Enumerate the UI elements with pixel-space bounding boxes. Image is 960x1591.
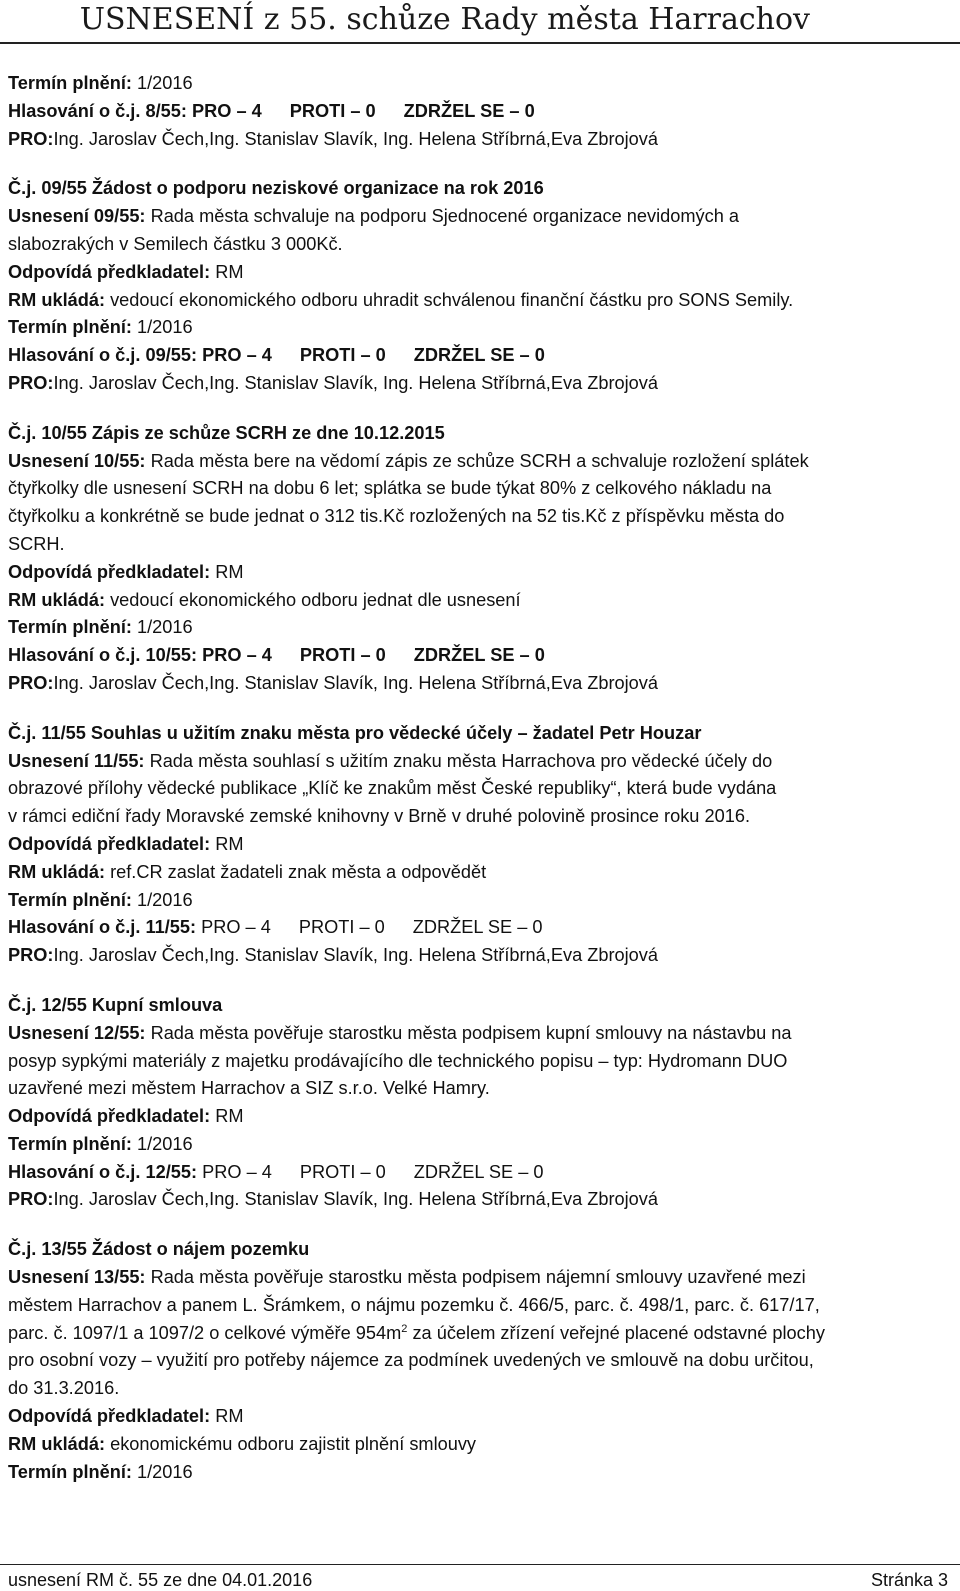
uklada-line: RM ukládá: ekonomickému odboru zajistit plnění smlouvy <box>8 1433 477 1454</box>
superscript: 2 <box>401 1322 408 1335</box>
pro-members-line: PRO:Ing. Jaroslav Čech,Ing. Stanislav Slavík, Ing. Helena Stříbrná,Eva Zbrojová <box>8 128 658 149</box>
vote-line: Hlasování o č.j. 8/55: PRO – 4 PROTI – 0 ZDRŽEL SE – 0 <box>8 100 535 121</box>
termin-line: Termín plnění: 1/2016 <box>8 73 193 93</box>
termin-line: Termín plnění: 1/2016 <box>8 1133 193 1154</box>
resolution-text: Usnesení 11/55: Rada města souhlasí s užitím znaku města Harrachova pro vědecké účely do <box>8 750 773 771</box>
predkladatel-line: Odpovídá předkladatel: RM <box>8 1406 244 1427</box>
termin-line: Termín plnění: 1/2016 <box>8 317 193 338</box>
vote-line: Hlasování o č.j. 09/55: PRO – 4 PROTI – 0 ZDRŽEL SE – 0 <box>8 345 545 366</box>
vote-line: Hlasování o č.j. 10/55: PRO – 4 PROTI – 0 ZDRŽEL SE – 0 <box>8 645 545 666</box>
page-number: Stránka 3 <box>870 1570 948 1590</box>
header-rule <box>0 42 960 44</box>
resolution-text: čtyřkolku a konkrétně se bude jednat o 312 tis.Kč rozložených na 52 tis.Kč z příspěvku města do <box>8 506 785 527</box>
vote-line: Hlasování o č.j. 11/55: PRO – 4 PROTI – 0 ZDRŽEL SE – 0 <box>8 917 543 938</box>
resolution-text: slabozrakých v Semilech částku 3 000Kč. <box>8 233 343 254</box>
pro-members-line: PRO:Ing. Jaroslav Čech,Ing. Stanislav Slavík, Ing. Helena Stříbrná,Eva Zbrojová <box>8 672 658 693</box>
item-heading: Č.j. 10/55 Zápis ze schůze SCRH ze dne 10.12.2015 <box>8 422 445 443</box>
resolution-text: v rámci ediční řady Moravské zemské knihovny v Brně v druhé polovině prosince roku 2016. <box>8 806 750 827</box>
resolution-text: Usnesení 12/55: Rada města pověřuje starostku města podpisem kupní smlouvy na nástavbu na <box>8 1022 792 1043</box>
vote-line: Hlasování o č.j. 12/55: PRO – 4 PROTI – 0 ZDRŽEL SE – 0 <box>8 1161 544 1182</box>
pro-members-line: PRO:Ing. Jaroslav Čech,Ing. Stanislav Slavík, Ing. Helena Stříbrná,Eva Zbrojová <box>8 1189 658 1210</box>
resolution-text: obrazové přílohy vědecké publikace „Klíč ke znakům měst České republiky“, která bude vydána <box>8 778 777 799</box>
item-heading: Č.j. 09/55 Žádost o podporu neziskové organizace na rok 2016 <box>8 178 544 199</box>
resolution-text: Usnesení 10/55: Rada města bere na vědomí zápis ze schůze SCRH a schvaluje rozložení splátek <box>8 450 809 471</box>
resolution-text: do 31.3.2016. <box>8 1378 120 1399</box>
document-body <box>8 70 948 1486</box>
resolution-text: parc. č. 1097/1 a 1097/2 o celkové výměře $954m^2$ za účelem zřízení veřejné placené odstavné plochy <box>8 1322 825 1343</box>
resolution-text: uzavřené mezi městem Harrachov a SIZ s.r.o. Velké Hamry. <box>8 1078 490 1099</box>
predkladatel-line: Odpovídá předkladatel: RM <box>8 561 244 582</box>
uklada-line: RM ukládá: vedoucí ekonomického odboru uhradit schválenou finanční částku pro SONS Semily. <box>8 289 794 310</box>
termin-line: Termín plnění: 1/2016 <box>8 889 193 910</box>
footer-rule <box>0 1564 960 1565</box>
page-footer <box>0 1564 960 1588</box>
item-heading: Č.j. 12/55 Kupní smlouva <box>8 994 223 1015</box>
item-heading: Č.j. 11/55 Souhlas u užitím znaku města pro vědecké účely – žadatel Petr Houzar <box>8 722 702 743</box>
predkladatel-line: Odpovídá předkladatel: RM <box>8 261 244 282</box>
item-heading: Č.j. 13/55 Žádost o nájem pozemku <box>8 1239 310 1260</box>
uklada-line: RM ukládá: ref.CR zaslat žadateli znak města a odpovědět <box>8 861 487 882</box>
uklada-line: RM ukládá: vedoucí ekonomického odboru jednat dle usnesení <box>8 589 521 610</box>
page-header <box>0 0 960 44</box>
predkladatel-line: Odpovídá předkladatel: RM <box>8 833 244 854</box>
pro-members-line: PRO:Ing. Jaroslav Čech,Ing. Stanislav Slavík, Ing. Helena Stříbrná,Eva Zbrojová <box>8 372 658 393</box>
resolution-text: čtyřkolky dle usnesení SCRH na dobu 6 let; splátka se bude týkat 80% z celkového nákladu na <box>8 478 772 499</box>
resolution-text: posyp sypkými materiály z majetku prodávajícího dle technického popisu – typ: Hydromann DUO <box>8 1050 788 1071</box>
resolution-text: SCRH. <box>8 533 65 554</box>
document-title: USNESENÍ z 55. schůze Rady města Harrachov <box>79 2 810 37</box>
termin-line: Termín plnění: 1/2016 <box>8 1461 193 1482</box>
pro-members-line: PRO:Ing. Jaroslav Čech,Ing. Stanislav Slavík, Ing. Helena Stříbrná,Eva Zbrojová <box>8 945 658 966</box>
footer-document-ref: usnesení RM č. 55 ze dne 04.01.2016 <box>8 1570 313 1590</box>
resolution-text: Usnesení 09/55: Rada města schvaluje na podporu Sjednocené organizace nevidomých a <box>8 206 740 227</box>
termin-line: Termín plnění: 1/2016 <box>8 617 193 638</box>
resolution-text: Usnesení 13/55: Rada města pověřuje starostku města podpisem nájemní smlouvy uzavřené mezi <box>8 1267 806 1288</box>
resolution-text: pro osobní vozy – využití pro potřeby nájemce za podmínek uvedených ve smlouvě na dobu určitou, <box>8 1350 814 1371</box>
predkladatel-line: Odpovídá předkladatel: RM <box>8 1106 244 1127</box>
resolution-text: městem Harrachov a panem L. Šrámkem, o nájmu pozemku č. 466/5, parc. č. 498/1, parc. č. 617/17, <box>8 1294 820 1315</box>
